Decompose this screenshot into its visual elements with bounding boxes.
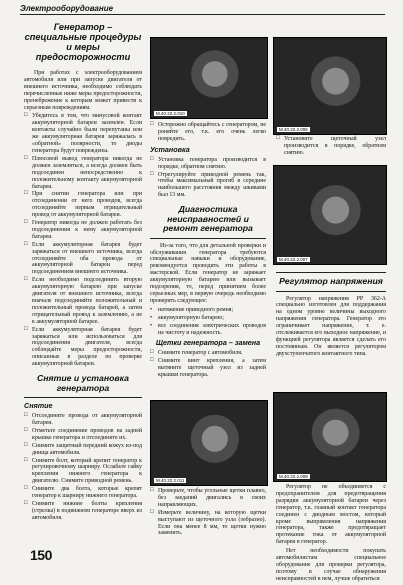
photo-caption: M.40.22.2.006 xyxy=(279,127,308,132)
paragraph: Из-за того, что для детальной проверки и обслуживания генератора требуются специальные навыки и оборудование, рекомендуется проводить эти работы в мастерской. Если генератор не заряжает аккумуляторную батарею или вызывает подозрения, то, перед принятием более серьезных мер, в первую очередь необходимо проверить следующее: xyxy=(150,242,266,304)
column-middle xyxy=(150,122,266,380)
page-header xyxy=(20,4,385,15)
column-middle-bottom xyxy=(150,488,266,538)
list-item: □ Плюсовой вывод генератора никогда не должен заземляться, а всегда должен быть подсоединен непосредственно к положительному контакту аккумуляторной батареи. xyxy=(24,156,142,191)
list-item: □ Отрегулируйте приводной ремень так, чтобы максимальный прогиб в середине наибольшего расстояния между шкивами был 13 мм. xyxy=(150,172,266,200)
paragraph: Регулятор напряжения РР 362-А специально изготовлен для поддержания на одном уровне величины выходного напряжения генератора. Генератор это ограничивает напряжение, т. е. отслеживается его выходное напряжение, и функцией регулятора является сделать его постоянным. Он является регулятором двухступенчатого контактного типа. xyxy=(276,295,386,357)
list-item: □ Если аккумуляторная батарея будет заряжаться или использоваться для подсоединения двигателя, всегда соблюдайте меры предосторожности, описанные в разделе по проверке аккумуляторной батареи. xyxy=(24,327,142,368)
column-right-top xyxy=(276,136,386,158)
page-number: 150 xyxy=(30,547,52,563)
subheading-removal: Снятие xyxy=(24,401,53,411)
diagnostics-list xyxy=(150,307,266,337)
column-left xyxy=(24,20,142,523)
list-item: □ Установка генератора производится в порядке, обратном снятию. xyxy=(150,157,266,171)
list-item: □ Установите щеточный узел производится в порядке, обратном снятию. xyxy=(276,136,386,157)
divider xyxy=(24,397,142,398)
divider xyxy=(276,272,386,273)
removal-steps-list xyxy=(24,413,142,522)
paragraph: Нет необходимости покупать автомобилистам специальное оборудование для проверки регулятора, поэтому в случае обнаружения неисправностей в нем, лучше обратиться xyxy=(276,548,386,582)
list-item: □ Измерьте величину, на которую щетки выступают из щеточного узла (зобразно). Если она менее 8 мм, то щетки нужно заменить. xyxy=(150,510,266,538)
paragraph: При работах с электрооборудованием автомобиля или при запуске двигателя от внешнего источника, необходимо соблюдать перечисленные ниже меры предосторожности, пренебрежение к которым может привести к серьезным повреждениям. xyxy=(24,70,142,111)
column-right-bottom xyxy=(276,484,386,585)
section-title-regulator: Регулятор напряжения xyxy=(279,276,383,286)
divider xyxy=(276,291,386,292)
section-title-diagnostics: Диагностика неисправностей и ремонт генератора xyxy=(163,204,253,234)
photo-caption: M.40.22.2.008 xyxy=(279,474,308,479)
list-item: □ Если аккумуляторная батарея будет заряжаться от внешнего источника, всегда отсоединяйте оба провода от аккумуляторной батареи перед подсоединением внешнего источника. xyxy=(24,242,142,277)
brush-install-list xyxy=(276,136,386,157)
list-item: • аккумуляторную батарею; xyxy=(150,315,266,322)
list-item: □ Проверьте, чтобы угольные щетки плавно, без заеданий двигались в своих направляющих. xyxy=(150,488,266,509)
list-item: □ Снимите нижние болты крепления (стрелка) в подвижном генераторе вверх из автомобиля. xyxy=(24,501,142,522)
install-steps-list xyxy=(150,157,266,199)
list-item: □ Снимите два болта, которые крепят генератор к шарниру нижнего генератора. xyxy=(24,486,142,500)
precautions-list xyxy=(24,113,142,368)
list-item: • все соединения электрических проводов на чистоту и надежность. xyxy=(150,323,266,337)
check-steps-list xyxy=(150,488,266,537)
list-item: □ Осторожно обращайтесь с генератором, не роняйте его, т.к. его очень легко повредить. xyxy=(150,122,266,143)
photo-alternator-1 xyxy=(150,37,268,119)
list-item: □ Снимите болт, который крепит генератор к регулировочному шарниру. Ослабьте гайку крепления нижнего генератора к двигателю. Снимите приводной ремень. xyxy=(24,458,142,486)
photo-image xyxy=(151,401,267,485)
photo-image xyxy=(274,38,386,134)
photo-image xyxy=(151,38,267,118)
photo-image xyxy=(274,166,386,264)
list-item: □ Снимите винт крепления, а затем вытяните щеточный узел из задней крышки генератора. xyxy=(150,358,266,379)
photo-caption: M.40.22.2.010 xyxy=(156,111,185,116)
list-item: • натяжение приводного ремня; xyxy=(150,307,266,314)
paragraph: Регулятор не объединяется с предохранителем для предотвращения разрядки аккумуляторной батареи через генератор, т.к. главный контакт генератора соединен с диодным мостом, который кроме выпрямления напряжения генератора, также предотвращает протекание тока от аккумуляторной батареи в генератор. xyxy=(276,484,386,546)
photo-alternator-2 xyxy=(273,37,387,135)
photo-brushes xyxy=(150,400,268,486)
section-label: Электрооборудование xyxy=(20,4,114,13)
divider xyxy=(150,238,266,239)
list-item: □ Если необходимо подсоединить вторую аккумуляторную батарею при запуске двигателя от внешнего источника, всегда вначале подсоединяйте положительный и положительный провода батарей, а затем отрицательный провод к заземлению, а не к аккумуляторной батарее. xyxy=(24,277,142,325)
column-right xyxy=(276,268,386,360)
brush-steps-list xyxy=(150,350,266,379)
photo-alternator-3 xyxy=(273,165,387,265)
list-item: □ Генератор никогда не должен работать без подсоединения к нему аккумуляторной батареи. xyxy=(24,220,142,241)
photo-caption: M.40.22.2.007 xyxy=(279,257,308,262)
section-title-precautions: Генератор – специальные процедуры и меры предосторожности xyxy=(24,22,142,62)
list-item: □ Отметьте соединение проводов на задней крышке генератора и отсоедините их. xyxy=(24,428,142,442)
list-item: □ Снимите защитный передний кожух из-под днища автомобиля. xyxy=(24,443,142,457)
list-item: □ При снятии генератора или при отсоединении от него проводов, всегда отсоединяйте первым отрицательный провод от аккумуляторной батареи. xyxy=(24,191,142,219)
subheading-brushes: Щетки генератора – замена xyxy=(155,338,261,348)
photo-regulator xyxy=(273,392,387,482)
warning-list xyxy=(150,122,266,143)
photo-image xyxy=(274,393,386,481)
list-item: □ Убедитесь в том, что минусовой контакт аккумуляторной батареи заземлен. Если контакты случайно были перепутаны или же аккумуляторная батарея заряжалась в «обратной» полярности, то диоды генератора будут повреждены. xyxy=(24,113,142,154)
list-item: □ Снимите генератор с автомобиля. xyxy=(150,350,266,357)
list-item: □ Отсоедините провода от аккумуляторной батареи. xyxy=(24,413,142,427)
section-title-removal-install: Снятие и установка генератора xyxy=(37,373,129,393)
subheading-installation: Установка xyxy=(150,144,190,154)
photo-caption: M.40.22.2.011 xyxy=(156,478,185,483)
